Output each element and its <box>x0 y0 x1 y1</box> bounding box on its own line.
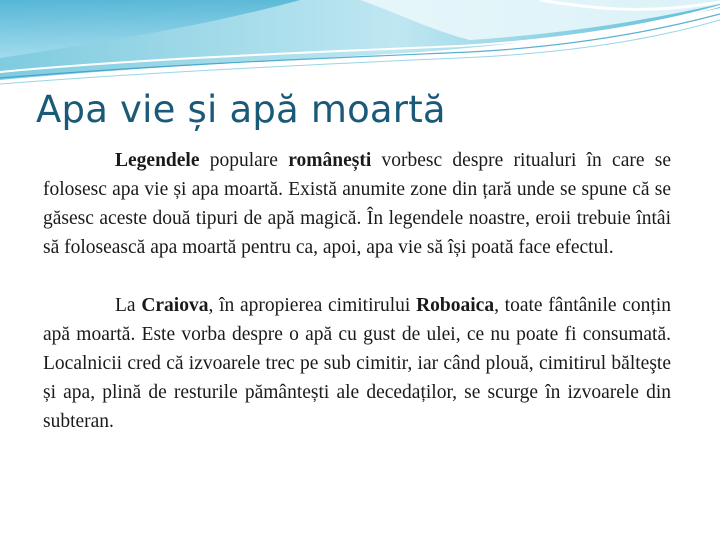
paragraph-text: La <box>115 295 142 316</box>
paragraph-text: , în apropierea cimitirului <box>208 295 417 316</box>
slide-body <box>43 146 671 436</box>
bold-term: Legendele <box>115 150 200 171</box>
paragraph-text: populare <box>199 150 289 171</box>
bold-term: Craiova <box>141 295 209 316</box>
slide-title: Apa vie și apă moartă <box>36 88 446 131</box>
paragraph-text: vorbesc despre ritualuri în care se folosesc apa vie și apa moartă. Există anumite zone din țară unde se spune că se găsesc aceste două tipuri de apă magică. În legendele noastre, eroii trebuie întâi să folosească apa moartă pentru ca, apoi, apa vie să își poată face efectul. <box>43 150 671 258</box>
paragraph-legends <box>43 146 671 262</box>
paragraph-craiova <box>43 291 671 436</box>
wave-header-decoration <box>0 0 720 90</box>
bold-term: românești <box>288 150 372 171</box>
paragraph-text: , toate fântânile conțin apă moartă. Este vorba despre o apă cu gust de ulei, ce nu poate fi consumată. Localnicii cred că izvoarele trec pe sub cimitir, iar când plouă, cimitirul bălteşte și apa, plină de resturile pământești ale decedaților, se scurge în izvoarele din subteran. <box>43 295 671 432</box>
bold-term: Roboaica <box>416 295 495 316</box>
